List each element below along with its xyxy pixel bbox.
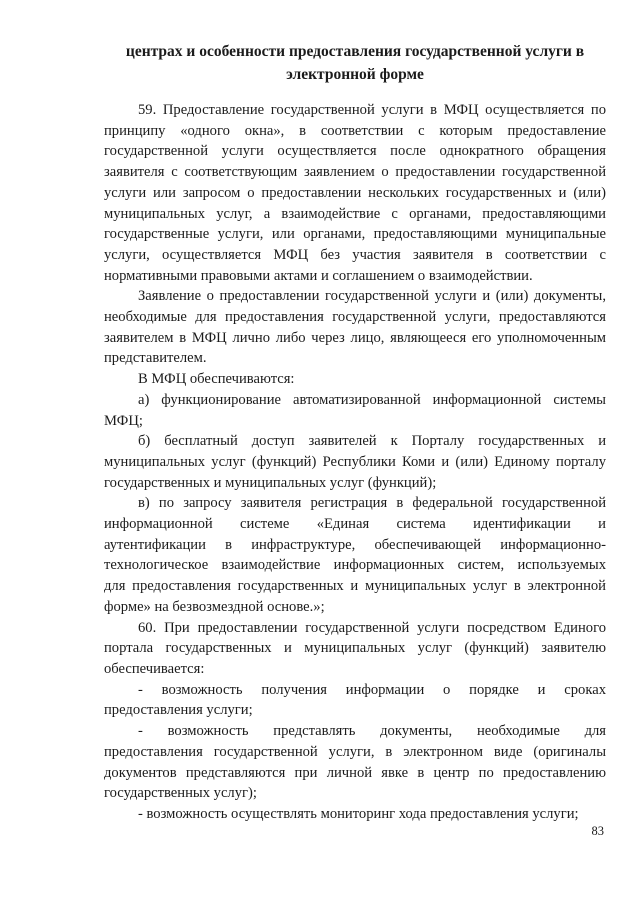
- text-line: принципу «одного окна», в соответствии с которым предоставление: [104, 122, 606, 139]
- paragraph-item-b: [104, 431, 606, 493]
- text-line: информационной системе «Единая система идентификации и: [104, 516, 606, 533]
- text-line: заявителя с соответствующим заявлением о предоставлении государственной: [104, 164, 606, 181]
- paragraph-mfc-provides: [104, 369, 606, 390]
- text-line: государственных услуг);: [104, 785, 257, 802]
- section-heading: [104, 40, 606, 86]
- paragraph-p60: [104, 618, 606, 680]
- text-line: б) бесплатный доступ заявителей к Порталу государственных и: [138, 433, 606, 450]
- text-line: нормативными правовыми актами и соглашением о взаимодействии.: [104, 267, 533, 284]
- text-line: Заявление о предоставлении государственной услуги и (или) документы,: [138, 288, 606, 305]
- document-body: [104, 100, 606, 825]
- text-line: - возможность осуществлять мониторинг хода предоставления услуги;: [138, 805, 579, 822]
- paragraph-application: [104, 286, 606, 369]
- text-line: В МФЦ обеспечиваются:: [138, 371, 295, 388]
- text-line: муниципальных услуг, а взаимодействие с органами, предоставляющими: [104, 205, 606, 222]
- text-line: государственной услуги осуществляется после однократного обращения: [104, 143, 606, 160]
- text-line: 59. Предоставление государственной услуги в МФЦ осуществляется по: [138, 102, 606, 118]
- text-line: портала государственных и муниципальных услуг (функций) заявителю: [104, 640, 606, 657]
- text-line: предоставления услуги;: [104, 702, 253, 719]
- text-line: муниципальных услуг (функций) Республики Коми и (или) Единому порталу: [104, 453, 606, 470]
- text-line: государственные услуги, или органами, предоставляющими муниципальные: [104, 226, 606, 243]
- paragraph-bullet-2: [104, 721, 606, 804]
- text-line: для предоставления государственных и муниципальных услуг в электронной: [104, 578, 606, 595]
- text-line: 60. При предоставлении государственной услуги посредством Единого: [138, 619, 606, 636]
- text-line: аутентификации в инфраструктуре, обеспечивающей информационно-: [104, 536, 606, 553]
- text-line: государственных и муниципальных услуг (функций);: [104, 474, 437, 491]
- paragraph-bullet-3: [104, 804, 606, 825]
- paragraph-item-v: [104, 493, 606, 617]
- text-line: услуги или запросом о предоставлении нескольких государственных и (или): [104, 184, 606, 201]
- paragraph-item-a: [104, 390, 606, 431]
- text-line: необходимые для предоставления государственной услуги, предоставляются: [104, 309, 606, 326]
- text-line: - возможность получения информации о порядке и сроках: [138, 681, 606, 698]
- text-line: - возможность представлять документы, необходимые для: [138, 723, 606, 740]
- page-number: 83: [591, 824, 604, 838]
- paragraph-p59: [104, 100, 606, 286]
- text-line: МФЦ;: [104, 412, 143, 429]
- text-line: предоставления государственной услуги, в электронном виде (оригиналы: [104, 743, 606, 760]
- text-line: форме» на безвозмездной основе.»;: [104, 598, 325, 615]
- text-line: а) функционирование автоматизированной информационной системы: [138, 391, 606, 408]
- text-line: заявителем в МФЦ лично либо через лицо, являющееся его уполномоченным: [104, 329, 606, 346]
- heading-line: центрах и особенности предоставления государственной услуги в: [125, 43, 585, 60]
- heading-line: электронной форме: [286, 66, 424, 83]
- text-line: в) по запросу заявителя регистрация в федеральной государственной: [138, 495, 606, 512]
- text-line: представителем.: [104, 350, 207, 367]
- text-line: услуги, осуществляется МФЦ без участия заявителя в соответствии с: [104, 246, 606, 263]
- text-line: обеспечивается:: [104, 660, 205, 677]
- text-line: технологическое взаимодействие информационных систем, используемых: [104, 557, 606, 574]
- paragraph-bullet-1: [104, 680, 606, 721]
- text-line: документов представляются при личной явке в центр по предоставлению: [104, 764, 606, 781]
